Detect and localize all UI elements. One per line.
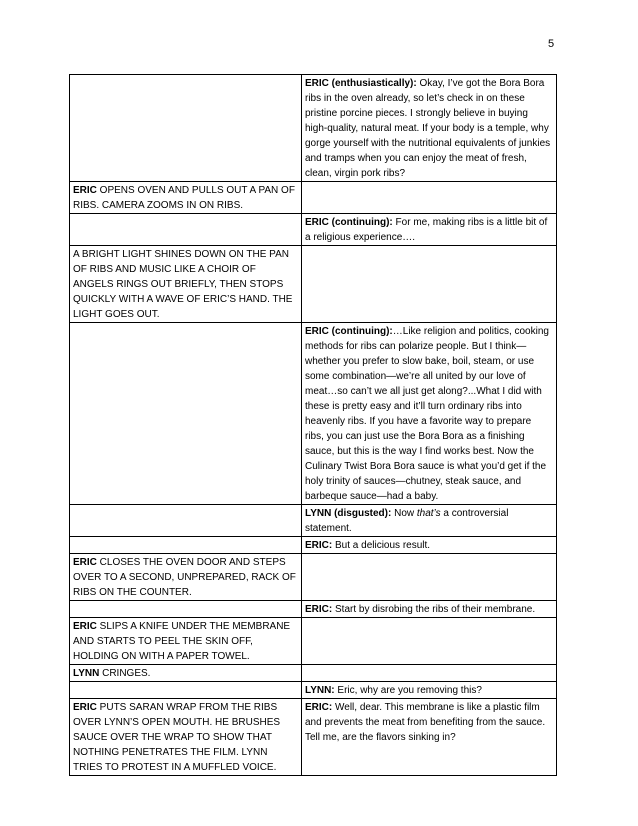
dialogue-text: Start by disrobing the ribs of their membrane.	[332, 604, 536, 615]
script-table-body	[70, 75, 557, 776]
action-cell	[70, 214, 302, 246]
speaker-name: ERIC	[73, 557, 97, 568]
script-row	[70, 601, 557, 618]
action-text: A BRIGHT LIGHT SHINES DOWN ON THE PAN OF RIBS AND MUSIC LIKE A CHOIR OF ANGELS RINGS OUT BRIEFLY, THEN STOPS QUICKLY WITH A WAVE OF ERIC’S HAND. THE LIGHT GOES OUT.	[73, 249, 293, 320]
action-text: OPENS OVEN AND PULLS OUT A PAN OF RIBS. CAMERA ZOOMS IN ON RIBS.	[73, 185, 295, 211]
script-row	[70, 75, 557, 182]
script-row	[70, 554, 557, 601]
script-row	[70, 214, 557, 246]
script-row	[70, 537, 557, 554]
action-cell	[70, 554, 302, 601]
dialogue-cell	[302, 75, 557, 182]
action-cell	[70, 618, 302, 665]
script-table	[69, 74, 557, 776]
speaker-name: ERIC:	[305, 540, 333, 551]
dialogue-cell	[302, 246, 557, 323]
speaker-name: ERIC	[73, 702, 97, 713]
script-row	[70, 323, 557, 505]
dialogue-text: …Like religion and politics, cooking methods for ribs can polarize people. But I think—whether you prefer to slow bake, boil, steam, or use some combination—we’re all united by our love of meat…so can’t we all just get along?...What I did with these is pretty easy and it’ll turn ordinary ribs into heavenly ribs. If you have a favorite way to prepare ribs, you can just use the Bora Bora as a finishing sauce, but this is the way I find works best. Now the Culinary Twist Bora Bora sauce is what you’d get if the holy trinity of sauces—chutney, steak sauce, and barbeque sauce—had a baby.	[305, 326, 549, 502]
dialogue-cell	[302, 323, 557, 505]
speaker-name: ERIC (enthusiastically):	[305, 78, 417, 89]
dialogue-cell	[302, 682, 557, 699]
speaker-name: ERIC	[73, 185, 97, 196]
action-text: SLIPS A KNIFE UNDER THE MEMBRANE AND STARTS TO PEEL THE SKIN OFF, HOLDING ON WITH A PAPER TOWEL.	[73, 621, 291, 662]
action-cell	[70, 537, 302, 554]
speaker-name: LYNN	[73, 668, 100, 679]
speaker-name: ERIC (continuing):	[305, 326, 393, 337]
action-cell	[70, 505, 302, 537]
dialogue-cell	[302, 537, 557, 554]
dialogue-cell	[302, 214, 557, 246]
script-row	[70, 699, 557, 776]
dialogue-text: For me, making ribs is a little bit of a religious experience….	[305, 217, 548, 243]
dialogue-cell	[302, 182, 557, 214]
dialogue-cell	[302, 505, 557, 537]
dialogue-text: a controversial statement.	[305, 508, 509, 534]
speaker-name: ERIC:	[305, 702, 333, 713]
dialogue-cell	[302, 618, 557, 665]
action-cell	[70, 699, 302, 776]
script-row	[70, 505, 557, 537]
action-text: CRINGES.	[99, 668, 151, 679]
script-row	[70, 246, 557, 323]
script-row	[70, 618, 557, 665]
action-cell	[70, 682, 302, 699]
action-cell	[70, 323, 302, 505]
action-text: PUTS SARAN WRAP FROM THE RIBS OVER LYNN’S OPEN MOUTH. HE BRUSHES SAUCE OVER THE WRAP TO SHOW THAT NOTHING PENETRATES THE FILM. LYNN TRIES TO PROTEST IN A MUFFLED VOICE.	[73, 702, 281, 773]
dialogue-text: Well, dear. This membrane is like a plastic film and prevents the meat from benefiting from the sauce. Tell me, are the flavors sinking in?	[305, 702, 546, 743]
dialogue-cell	[302, 554, 557, 601]
script-row	[70, 182, 557, 214]
speaker-name: LYNN (disgusted):	[305, 508, 392, 519]
dialogue-text: Okay, I’ve got the Bora Bora ribs in the oven already, so let’s check in on these pristine porcine pieces. I strongly believe in buying high-quality, natural meat. If your body is a temple, why gorge yourself with the nutritional equivalents of junkies and tramps when you can enjoy the meat of fresh, clean, virgin pork ribs?	[305, 78, 551, 179]
page-number: 5	[548, 38, 555, 50]
speaker-name: ERIC	[73, 621, 97, 632]
action-text: CLOSES THE OVEN DOOR AND STEPS OVER TO A SECOND, UNPREPARED, RACK OF RIBS ON THE COUNTER.	[73, 557, 296, 598]
dialogue-cell	[302, 601, 557, 618]
dialogue-text: But a delicious result.	[332, 540, 431, 551]
dialogue-cell	[302, 699, 557, 776]
speaker-name: ERIC (continuing):	[305, 217, 393, 228]
action-cell	[70, 246, 302, 323]
dialogue-text: Now	[391, 508, 417, 519]
action-cell	[70, 601, 302, 618]
speaker-name: LYNN:	[305, 685, 335, 696]
emphasis-text: that’s	[416, 508, 441, 519]
action-cell	[70, 75, 302, 182]
action-cell	[70, 182, 302, 214]
speaker-name: ERIC:	[305, 604, 333, 615]
script-row	[70, 665, 557, 682]
dialogue-text: Eric, why are you removing this?	[334, 685, 482, 696]
script-row	[70, 682, 557, 699]
action-cell	[70, 665, 302, 682]
dialogue-cell	[302, 665, 557, 682]
